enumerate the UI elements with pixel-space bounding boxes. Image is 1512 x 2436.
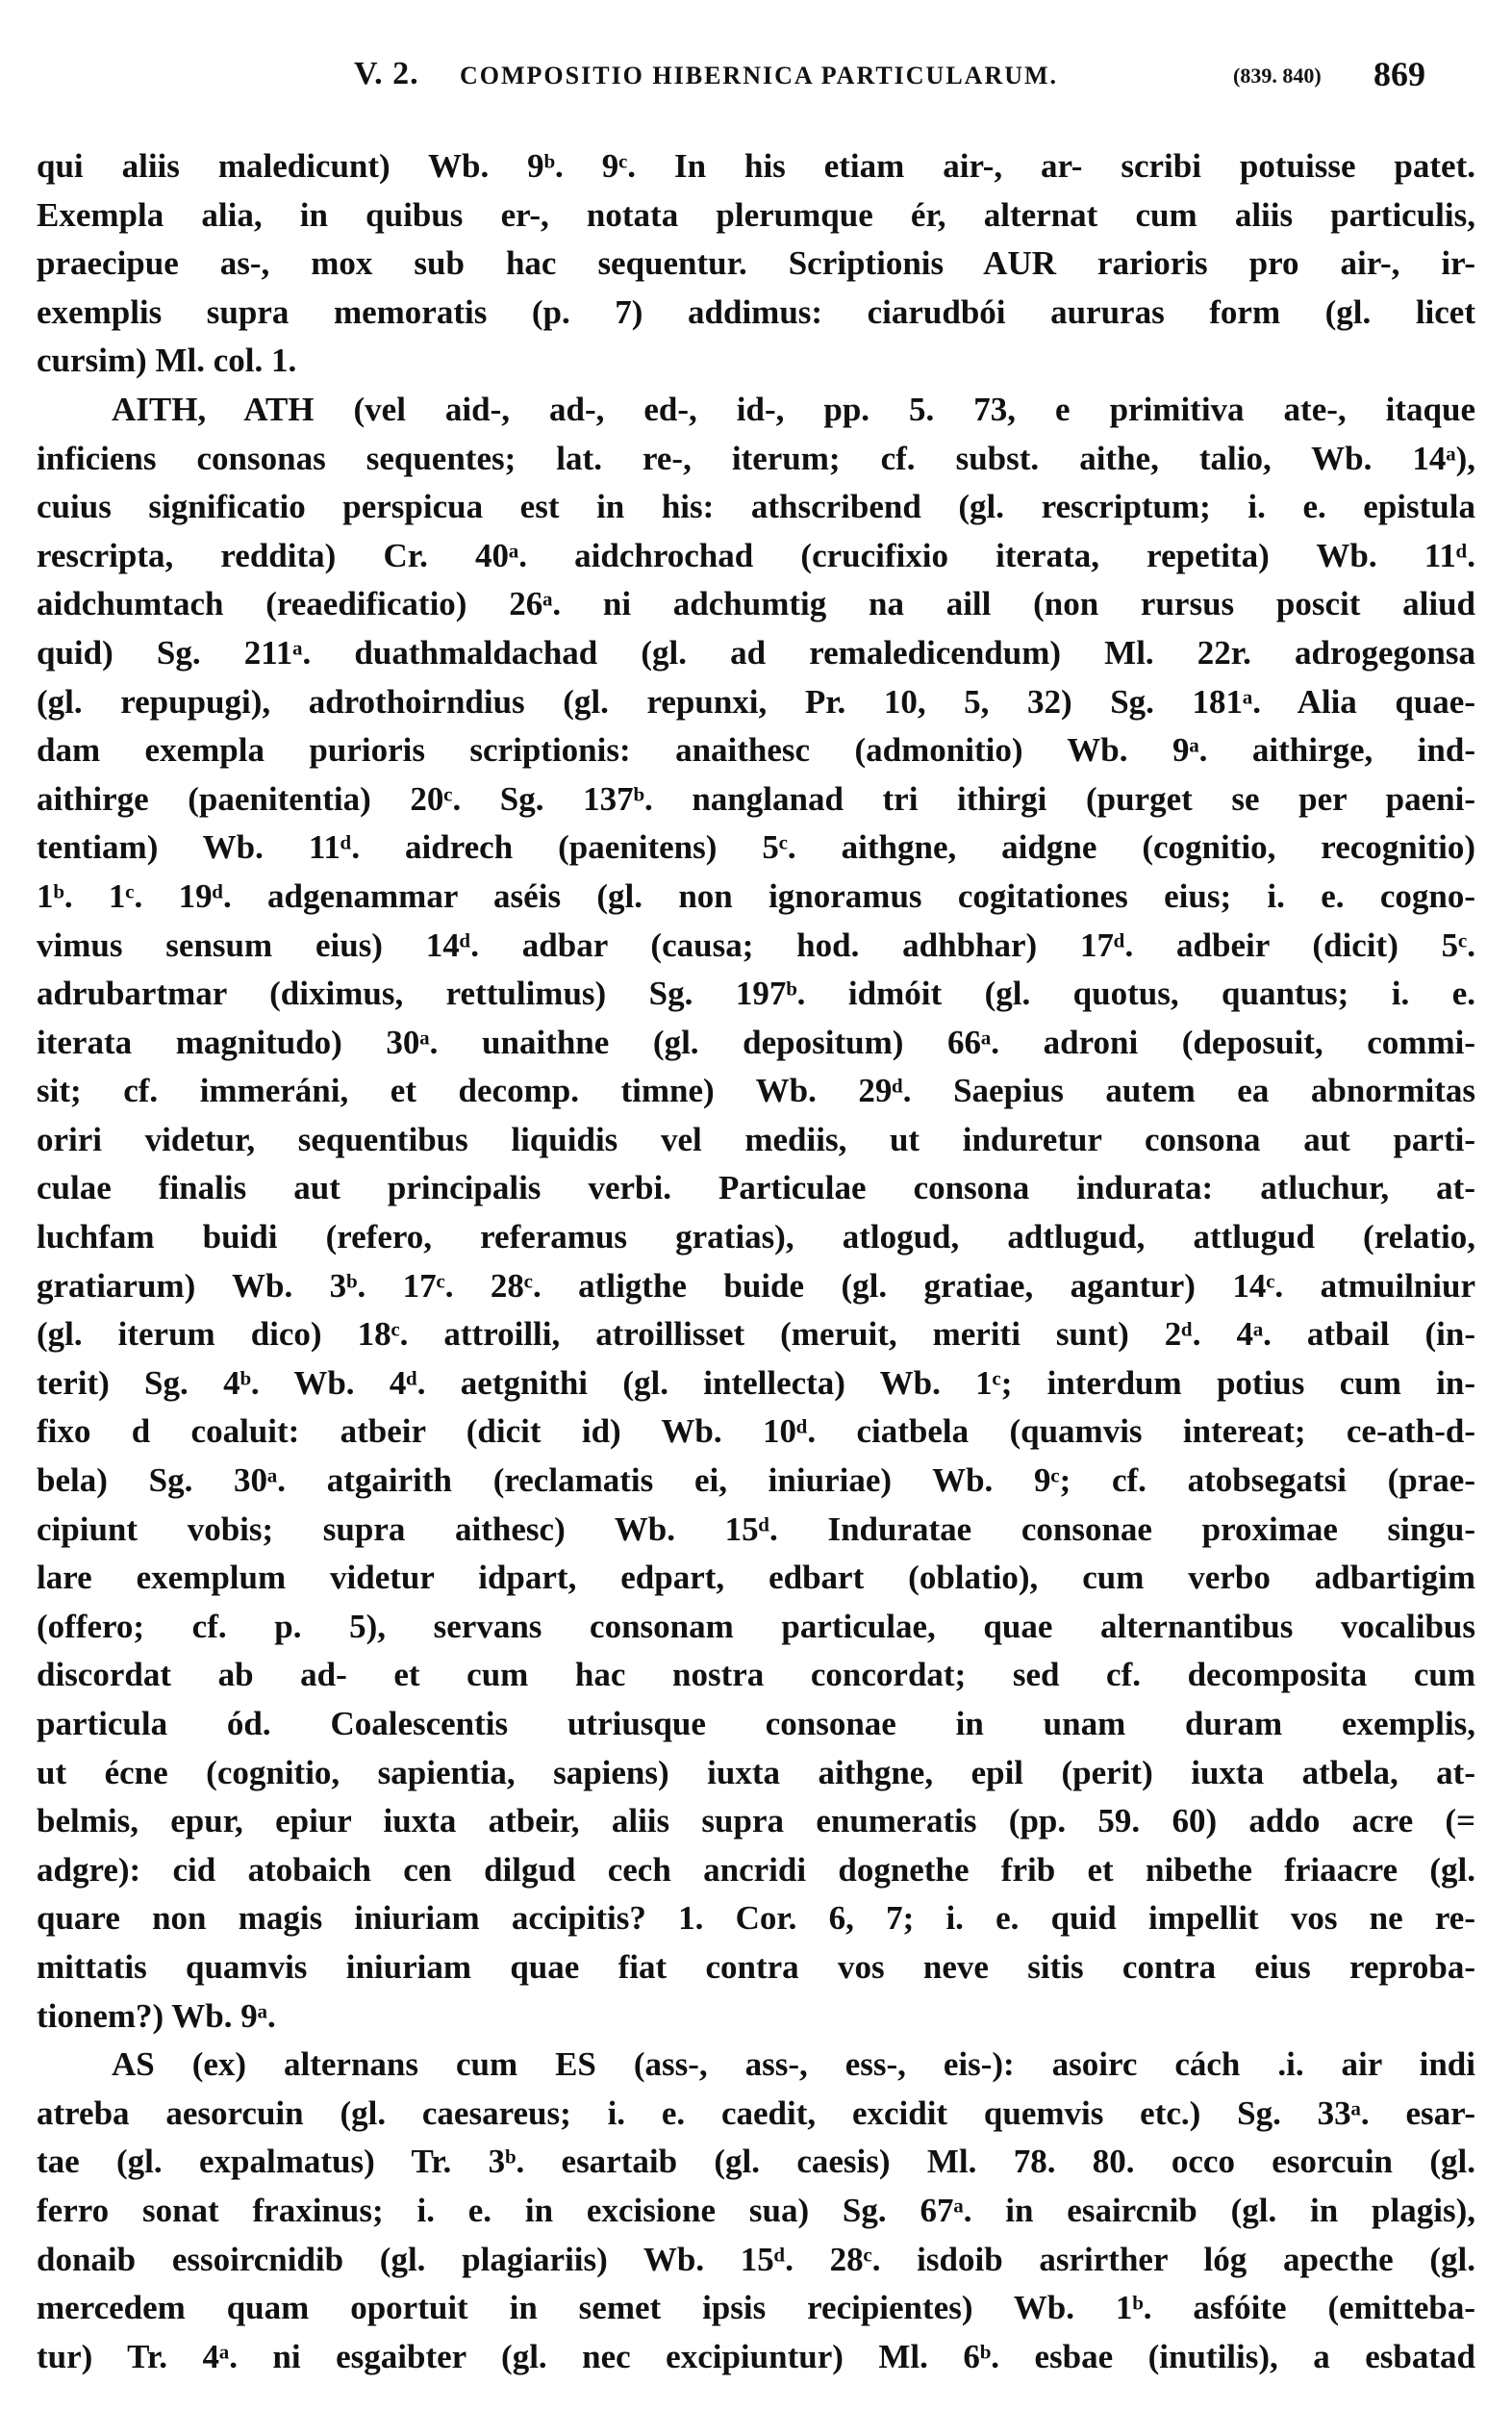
running-title: COMPOSITIO HIBERNICA PARTICULARUM. <box>460 62 1059 89</box>
text-line: (offero; cf. p. 5), servans consonam particulae, quae alternantibus vocalibus <box>37 1607 1475 1645</box>
text-line: quare non magis iniuriam accipitis? 1. Cor. 6, 7; i. e. quid impellit vos ne re- <box>37 1899 1475 1938</box>
text-line: culae finalis aut principalis verbi. Particulae consona indurata: atluchur, at- <box>37 1169 1475 1207</box>
text-line: belmis, epur, epiur iuxta atbeir, aliis supra enumeratis (pp. 59. 60) addo acre (= <box>37 1802 1475 1840</box>
text-line: dam exempla purioris scriptionis: anaithesc (admonitio) Wb. 9ᵃ. aithirge, ind- <box>37 731 1475 770</box>
section-number: V. 2. <box>354 56 419 91</box>
text-line: discordat ab ad- et cum hac nostra concordat; sed cf. decomposita cum <box>37 1656 1475 1694</box>
text-line: cipiunt vobis; supra aithesc) Wb. 15ᵈ. Induratae consonae proximae singu- <box>37 1510 1475 1548</box>
text-line: AS (ex) alternans cum ES (ass-, ass-, ess-, eis-): asoirc cách .i. air indi <box>112 2045 1475 2084</box>
text-line: cuius significatio perspicua est in his: athscribend (gl. rescriptum; i. e. epistula <box>37 488 1475 526</box>
text-line: tur) Tr. 4ᵃ. ni esgaibter (gl. nec excipiuntur) Ml. 6ᵇ. esbae (inutilis), a esbatad <box>37 2337 1475 2375</box>
text-line: donaib essoircnidib (gl. plagiariis) Wb. 15ᵈ. 28ᶜ. isdoib asrirther lóg apecthe (gl. <box>37 2240 1475 2278</box>
text-line: oriri videtur, sequentibus liquidis vel mediis, ut induretur consona aut parti- <box>37 1120 1475 1158</box>
text-line: atreba aesorcuin (gl. caesareus; i. e. caedit, excidit quemvis etc.) Sg. 33ᵃ. esar- <box>37 2093 1475 2132</box>
text-line: AITH, ATH (vel aid-, ad-, ed-, id-, pp. 5. 73, e primitiva ate-, itaque <box>112 390 1475 428</box>
text-line: quid) Sg. 211ᵃ. duathmaldachad (gl. ad remaledicendum) Ml. 22r. adrogegonsa <box>37 633 1475 672</box>
text-line: exemplis supra memoratis (p. 7) addimus: ciarudbói aururas form (gl. licet <box>37 292 1475 331</box>
running-header <box>0 56 1512 114</box>
text-line: adgre): cid atobaich cen dilgud cech ancridi dognethe frib et nibethe friaacre (gl. <box>37 1850 1475 1889</box>
text-line: tentiam) Wb. 11ᵈ. aidrech (paenitens) 5ᶜ. aithgne, aidgne (cognitio, recognitio) <box>37 828 1475 867</box>
text-line: vimus sensum eius) 14ᵈ. adbar (causa; hod. adhbhar) 17ᵈ. adbeir (dicit) 5ᶜ. <box>37 926 1475 964</box>
text-line: particula ód. Coalescentis utriusque consonae in unam duram exemplis, <box>37 1705 1475 1742</box>
text-line: inficiens consonas sequentes; lat. re-, iterum; cf. subst. aithe, talio, Wb. 14ᵃ), <box>37 439 1475 477</box>
paragraph-refs: (839. 840) <box>1233 63 1322 88</box>
text-line: adrubartmar (diximus, rettulimus) Sg. 197ᵇ. idmóit (gl. quotus, quantus; i. e. <box>37 975 1475 1013</box>
text-line: sit; cf. immeráni, et decomp. timne) Wb. 29ᵈ. Saepius autem ea abnormitas <box>37 1072 1475 1110</box>
text-line: ferro sonat fraxinus; i. e. in excisione sua) Sg. 67ᵃ. in esaircnib (gl. in plagis), <box>37 2191 1475 2229</box>
text-line: tionem?) Wb. 9ᵃ. <box>37 1996 276 2035</box>
text-line: aithirge (paenitentia) 20ᶜ. Sg. 137ᵇ. nanglanad tri ithirgi (purget se per paeni- <box>37 779 1475 818</box>
text-line: lare exemplum videtur idpart, edpart, edbart (oblatio), cum verbo adbartigim <box>37 1559 1475 1597</box>
text-line: rescripta, reddita) Cr. 40ᵃ. aidchrochad (crucifixio iterata, repetita) Wb. 11ᵈ. <box>37 536 1475 574</box>
text-line: fixo d coaluit: atbeir (dicit id) Wb. 10ᵈ. ciatbela (quamvis intereat; ce-ath-d- <box>37 1412 1475 1451</box>
text-line: qui aliis maledicunt) Wb. 9ᵇ. 9ᶜ. In his etiam air-, ar- scribi potuisse patet. <box>37 147 1475 185</box>
text-line: tae (gl. expalmatus) Tr. 3ᵇ. esartaib (gl. caesis) Ml. 78. 80. occo esorcuin (gl. <box>37 2143 1475 2181</box>
text-line: aidchumtach (reaedificatio) 26ᵃ. ni adchumtig na aill (non rursus poscit aliud <box>37 585 1475 623</box>
text-line: Exempla alia, in quibus er-, notata plerumque ér, alternat cum aliis particulis, <box>37 195 1475 234</box>
text-line: ut écne (cognitio, sapientia, sapiens) iuxta aithgne, epil (perit) iuxta atbela, at- <box>37 1753 1475 1791</box>
text-line: mittatis quamvis iniuriam quae fiat contra vos neve sitis contra eius reproba- <box>37 1947 1475 1986</box>
text-line: cursim) Ml. col. 1. <box>37 342 297 380</box>
text-line: mercedem quam oportuit in semet ipsis recipientes) Wb. 1ᵇ. asfóite (emitteba- <box>37 2289 1475 2327</box>
text-line: terit) Sg. 4ᵇ. Wb. 4ᵈ. aetgnithi (gl. intellecta) Wb. 1ᶜ; interdum potius cum in- <box>37 1363 1475 1402</box>
text-line: 1ᵇ. 1ᶜ. 19ᵈ. adgenammar aséis (gl. non ignoramus cogitationes eius; i. e. cogno- <box>37 876 1475 915</box>
text-line: praecipue as-, mox sub hac sequentur. Scriptionis AUR rarioris pro air-, ir- <box>37 244 1475 283</box>
text-line: gratiarum) Wb. 3ᵇ. 17ᶜ. 28ᶜ. atligthe buide (gl. gratiae, agantur) 14ᶜ. atmuilniur <box>37 1266 1475 1305</box>
text-line: iterata magnitudo) 30ᵃ. unaithne (gl. depositum) 66ᵃ. adroni (deposuit, commi- <box>37 1023 1475 1061</box>
text-line: bela) Sg. 30ᵃ. atgairith (reclamatis ei, iniuriae) Wb. 9ᶜ; cf. atobsegatsi (prae- <box>37 1461 1475 1500</box>
text-line: (gl. repupugi), adrothoirndius (gl. repunxi, Pr. 10, 5, 32) Sg. 181ᵃ. Alia quae- <box>37 682 1475 721</box>
page-number: 869 <box>1373 55 1425 93</box>
body-text <box>37 142 1475 2381</box>
text-line: (gl. iterum dico) 18ᶜ. attroilli, atroillisset (meruit, meriti sunt) 2ᵈ. 4ᵃ. atbail (in- <box>37 1315 1475 1354</box>
text-line: luchfam buidi (refero, referamus gratias), atlogud, adtlugud, attlugud (relatio, <box>37 1218 1475 1256</box>
